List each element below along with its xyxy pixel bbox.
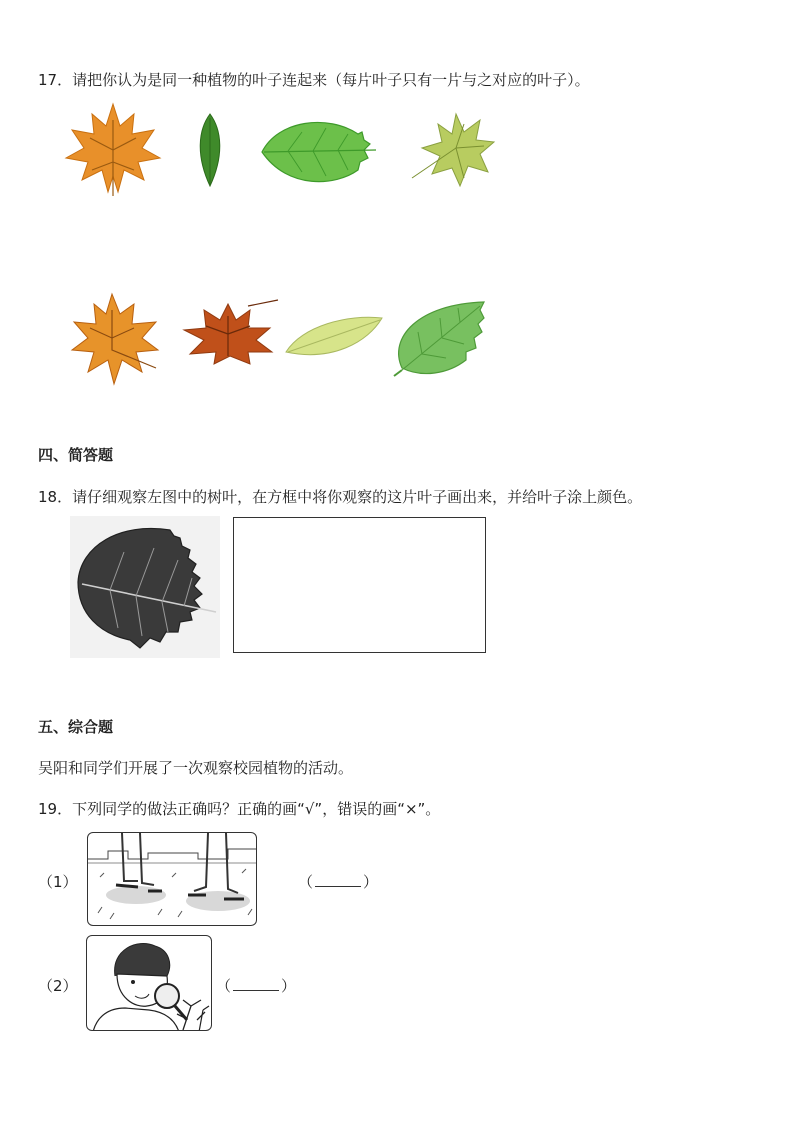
item-2-label: （2）	[38, 977, 78, 995]
pale-maple-leaf-icon[interactable]	[408, 108, 498, 192]
answer-2-blank[interactable]	[233, 976, 279, 991]
drawing-box[interactable]	[233, 517, 486, 653]
maple-orange-leaf-icon[interactable]	[62, 100, 164, 198]
question-17-text: 17．请把你认为是同一种植物的叶子连起来（每片叶子只有一片与之对应的叶子）。	[38, 71, 590, 89]
answer-2-open: （	[216, 977, 232, 995]
answer-1[interactable]	[298, 871, 378, 892]
perilla-green-leaf-icon[interactable]	[388, 298, 488, 378]
narrow-green-leaf-icon[interactable]	[192, 112, 228, 188]
item-1-label: （1）	[38, 873, 78, 891]
gray-leaf-photo	[70, 516, 220, 658]
cartoon-walking-on-grass	[87, 832, 257, 926]
section-4-title: 四、简答题	[38, 446, 114, 464]
cartoon-magnifier-observer	[86, 935, 212, 1031]
willow-pale-leaf-icon[interactable]	[282, 312, 386, 364]
intro-text: 吴阳和同学们开展了一次观察校园植物的活动。	[38, 759, 354, 777]
section-5-title: 五、综合题	[38, 718, 114, 736]
maple-orange-leaf-icon[interactable]	[66, 290, 162, 388]
question-18-text: 18．请仔细观察左图中的树叶，在方框中将你观察的这片叶子画出来，并给叶子涂上颜色。	[38, 488, 643, 506]
answer-1-blank[interactable]	[315, 872, 361, 887]
answer-1-close: ）	[363, 873, 379, 891]
maple-rust-leaf-icon[interactable]	[178, 298, 282, 368]
question-19-text: 19．下列同学的做法正确吗？正确的画“√”，错误的画“×”。	[38, 800, 441, 818]
answer-2[interactable]	[216, 975, 296, 996]
serrated-green-leaf-icon[interactable]	[258, 110, 380, 190]
answer-2-close: ）	[281, 977, 297, 995]
answer-1-open: （	[298, 873, 314, 891]
